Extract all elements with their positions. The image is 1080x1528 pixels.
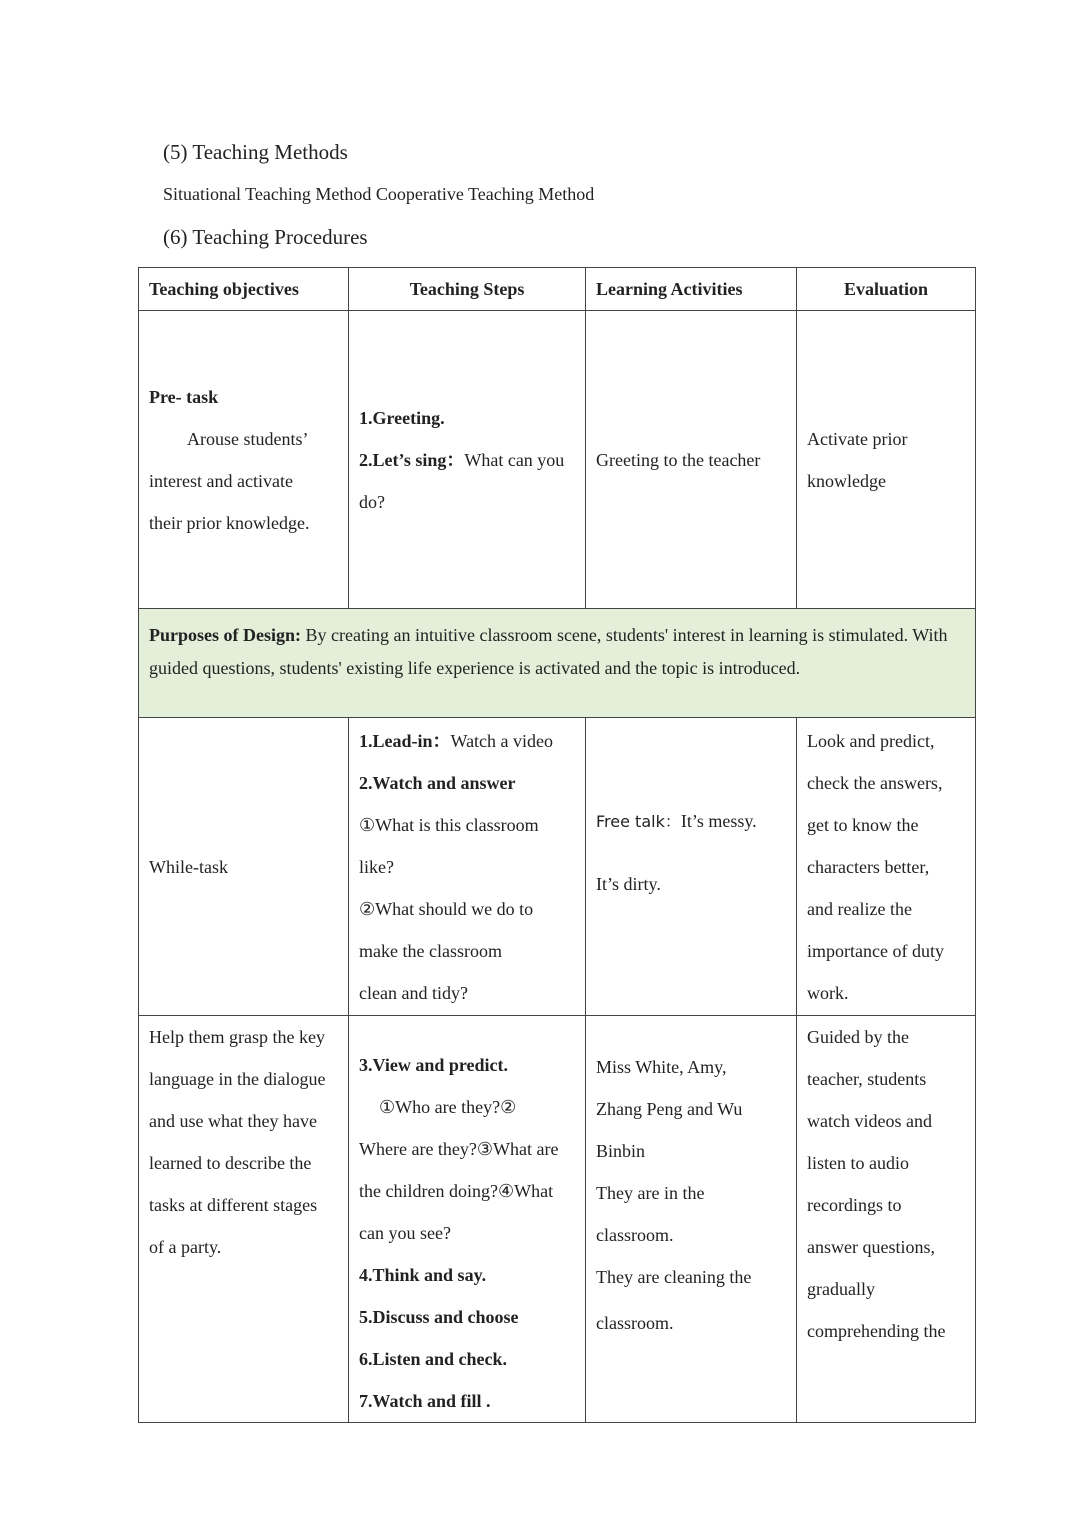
- practice-activity: [586, 1016, 797, 1423]
- while-eval-line-7: work.: [807, 982, 849, 1003]
- pre-task-steps: [349, 311, 586, 609]
- pre-task-evaluation: [797, 311, 976, 609]
- while-eval-line-2: check the answers,: [807, 772, 943, 793]
- header-activities: Learning Activities: [586, 268, 797, 311]
- practice-act-line-6: They are cleaning the: [596, 1267, 752, 1287]
- header-row: [139, 268, 976, 311]
- practice-eval-line-8: comprehending the: [807, 1321, 946, 1341]
- header-evaluation: Evaluation: [797, 268, 976, 311]
- step-watch-answer: 2.Watch and answer: [359, 772, 516, 793]
- practice-obj-line-5: tasks at different stages: [149, 1195, 318, 1215]
- step-greeting: 1.Greeting.: [359, 407, 445, 428]
- pre-task-line-1: Arouse students’: [187, 428, 309, 449]
- practice-eval-line-7: gradually: [807, 1279, 875, 1299]
- step-watch-fill: 7.Watch and fill .: [359, 1391, 491, 1411]
- practice-eval-line-3: watch videos and: [807, 1111, 932, 1131]
- question-line-2: like?: [359, 856, 394, 877]
- practice-steps: [349, 1016, 586, 1423]
- question-line-4: make the classroom: [359, 940, 502, 961]
- step-think-say: 4.Think and say.: [359, 1265, 487, 1285]
- step-listen-check: 6.Listen and check.: [359, 1349, 508, 1369]
- question-line-1: ①What is this classroom: [359, 814, 539, 835]
- pre-eval-line-2: knowledge: [807, 470, 886, 491]
- practice-eval-line-5: recordings to: [807, 1195, 902, 1215]
- step-lead-in: [359, 720, 575, 762]
- question-line-3: ②What should we do to: [359, 898, 534, 919]
- teaching-methods-text: Situational Teaching Method Cooperative Teaching Method: [163, 184, 595, 204]
- while-eval-line-1: Look and predict,: [807, 730, 935, 751]
- purpose-row: [139, 609, 976, 718]
- header-objectives: Teaching objectives: [139, 268, 349, 311]
- practice-act-line-5: classroom.: [596, 1225, 674, 1245]
- teaching-procedures-table: [138, 267, 976, 1423]
- pre-task-row: [139, 311, 976, 609]
- practice-act-line-4: They are in the: [596, 1183, 705, 1203]
- practice-q-line-1: ①Who are they?②: [379, 1097, 517, 1117]
- purpose-text: By creating an intuitive classroom scene, students' interest in learning is stimulated. With guided questions, students' existing life experience is activated and the topic is introduced.: [149, 625, 948, 678]
- pre-task-objective: [139, 311, 349, 609]
- while-eval-line-4: characters better,: [807, 856, 930, 877]
- step-view-predict: 3.View and predict.: [359, 1055, 509, 1075]
- header-steps: Teaching Steps: [349, 268, 586, 311]
- purpose-cell: [139, 609, 976, 718]
- practice-objective: [139, 1016, 349, 1423]
- step-sing-text: What can you: [464, 449, 565, 470]
- pre-task-line-3: their prior knowledge.: [149, 512, 310, 533]
- practice-q-line-4: can you see?: [359, 1223, 451, 1243]
- while-task-activity: [586, 718, 797, 1016]
- practice-obj-line-1: Help them grasp the key: [149, 1027, 325, 1047]
- while-task-steps: [349, 718, 586, 1016]
- free-talk-dirty: It’s dirty.: [596, 874, 661, 894]
- free-talk-messy: It’s messy.: [680, 811, 757, 831]
- pre-eval-line-1: Activate prior: [807, 428, 908, 449]
- practice-eval-line-6: answer questions,: [807, 1237, 935, 1257]
- practice-q-line-2: Where are they?③What are: [359, 1139, 559, 1159]
- while-task-row: [139, 718, 976, 1016]
- practice-eval-line-1: Guided by the: [807, 1027, 909, 1047]
- practice-q-line-3: the children doing?④What: [359, 1181, 554, 1201]
- practice-obj-line-6: of a party.: [149, 1237, 222, 1257]
- pre-task-activity: Greeting to the teacher: [586, 311, 797, 609]
- practice-act-line-7: classroom.: [596, 1313, 674, 1333]
- section-6-title: (6) Teaching Procedures: [163, 225, 368, 249]
- while-task-evaluation: [797, 718, 976, 1016]
- practice-obj-line-2: language in the dialogue: [149, 1069, 326, 1089]
- practice-eval-line-2: teacher, students: [807, 1069, 927, 1089]
- step-lead-in-label: 1.Lead-in：: [359, 730, 451, 751]
- section-5-title: (5) Teaching Methods: [163, 140, 348, 164]
- while-eval-line-3: get to know the: [807, 814, 919, 835]
- pre-task-line-2: interest and activate: [149, 470, 293, 491]
- while-eval-line-5: and realize the: [807, 898, 912, 919]
- practice-obj-line-4: learned to describe the: [149, 1153, 312, 1173]
- step-discuss-choose: 5.Discuss and choose: [359, 1307, 519, 1327]
- step-sing-label: 2.Let’s sing：: [359, 449, 465, 470]
- practice-row: [139, 1016, 976, 1423]
- pre-task-title: Pre- task: [149, 386, 219, 407]
- while-task-objective: While-task: [139, 718, 349, 1016]
- practice-act-line-2: Zhang Peng and Wu: [596, 1099, 743, 1119]
- practice-eval-line-4: listen to audio: [807, 1153, 909, 1173]
- step-sing: [359, 439, 575, 481]
- practice-act-line-1: Miss White, Amy,: [596, 1057, 727, 1077]
- free-talk-label: Free talk：: [596, 812, 681, 831]
- step-sing-cont: do?: [359, 491, 385, 512]
- purpose-label: Purposes of Design:: [149, 625, 301, 645]
- question-line-5: clean and tidy?: [359, 982, 468, 1003]
- free-talk-line: [596, 790, 786, 853]
- while-eval-line-6: importance of duty: [807, 940, 944, 961]
- practice-evaluation: [797, 1016, 976, 1423]
- practice-act-line-3: Binbin: [596, 1141, 646, 1161]
- practice-obj-line-3: and use what they have: [149, 1111, 317, 1131]
- step-lead-in-text: Watch a video: [450, 730, 554, 751]
